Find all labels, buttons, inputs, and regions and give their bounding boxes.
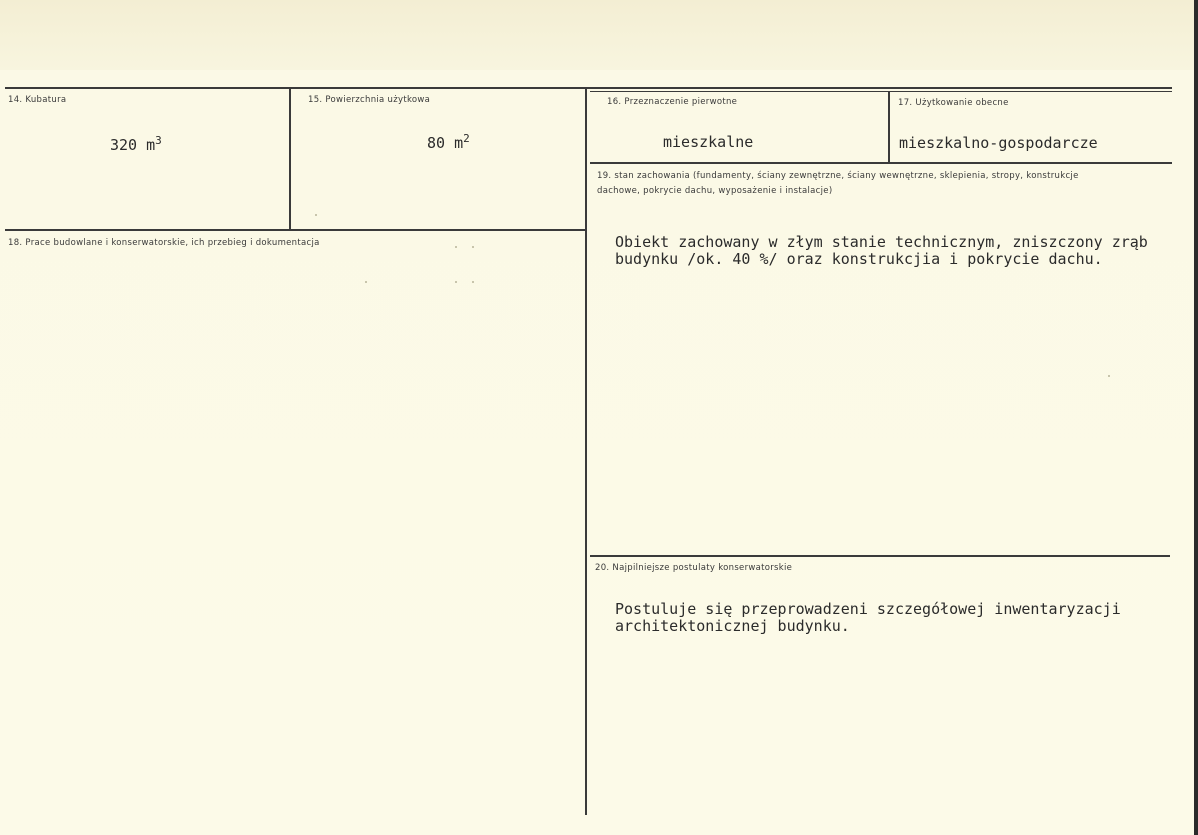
field-15-label: 15. Powierzchnia użytkowa: [308, 95, 431, 105]
divider-left-right: [585, 89, 587, 815]
field-20-label: 20. Najpilniejsze postulaty konserwatorskie: [595, 563, 793, 573]
divider-16-17: [888, 91, 890, 164]
paper-speck: [455, 281, 457, 283]
field-17-value: mieszkalno-gospodarcze: [899, 134, 1098, 152]
field-20-value: Postuluje się przeprowadzeni szczegółowej inwentaryzacji architektonicznej budynku.: [615, 600, 1121, 635]
rule-below-16-17: [590, 162, 1172, 164]
rule-above-20: [590, 555, 1170, 557]
field-14-value: [110, 134, 162, 154]
card-right-edge: [1194, 0, 1198, 835]
top-rule: [5, 87, 1172, 89]
paper-speck: [1108, 375, 1110, 377]
powierzchnia-exponent: 2: [463, 132, 470, 145]
divider-14-15: [289, 89, 291, 230]
top-rule-right: [590, 91, 1172, 92]
kubatura-exponent: 3: [155, 134, 162, 147]
paper-speck: [472, 246, 474, 248]
rule-below-14-15: [5, 229, 587, 231]
paper-speck: [365, 281, 367, 283]
powierzchnia-value: 80 m: [427, 134, 464, 152]
field-19-label: 19. stan zachowania (fundamenty, ściany zewnętrzne, ściany wewnętrzne, sklepienia, stropy, konstrukcje dachowe, pokrycie dachu, wyposażenie i instalacje): [597, 171, 1079, 196]
field-15-value: [427, 132, 470, 152]
paper-speck: [455, 246, 457, 248]
field-17-label: 17. Użytkowanie obecne: [898, 98, 1009, 108]
field-16-label: 16. Przeznaczenie pierwotne: [607, 97, 738, 107]
field-19-value: Obiekt zachowany w złym stanie technicznym, zniszczony zrąb budynku /ok. 40 %/ oraz konstrukcjia i pokrycie dachu.: [615, 233, 1148, 268]
paper-speck: [472, 281, 474, 283]
card-top-margin: [0, 0, 1198, 70]
field-14-label: 14. Kubatura: [8, 95, 67, 105]
field-18-label: 18. Prace budowlane i konserwatorskie, ich przebieg i dokumentacja: [8, 238, 320, 248]
kubatura-value: 320 m: [110, 136, 156, 154]
paper-speck: [315, 214, 317, 216]
field-16-value: mieszkalne: [663, 133, 754, 151]
